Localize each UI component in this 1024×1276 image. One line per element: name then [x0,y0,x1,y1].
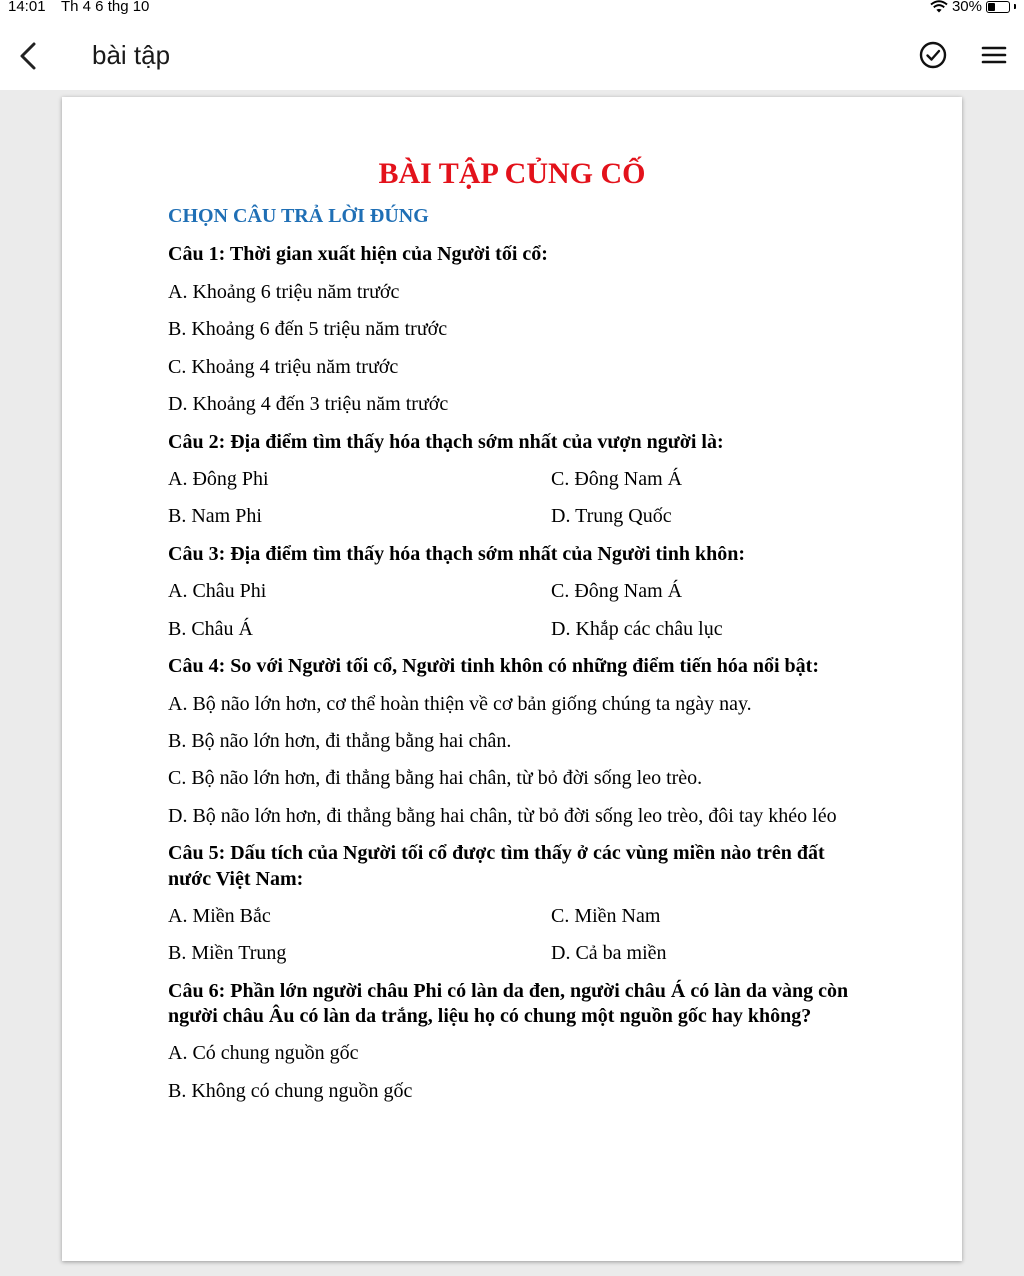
q1-option-a: A. Khoảng 6 triệu năm trước [168,281,400,303]
back-chevron-icon[interactable] [14,36,46,76]
q2-option-b: B. Nam Phi [168,505,262,527]
wifi-icon [930,0,948,13]
question-5-line-1: Câu 5: Dấu tích của Người tối cổ được tìm thấy ở các vùng miền nào trên đất [168,842,825,864]
q5-option-d: D. Cả ba miền [551,942,667,964]
document-title: BÀI TẬP CỦNG CỐ [378,157,646,190]
q1-option-d: D. Khoảng 4 đến 3 triệu năm trước [168,393,449,415]
q4-option-d: D. Bộ não lớn hơn, đi thẳng bằng hai chân, từ bỏ đời sống leo trèo, đôi tay khéo léo [168,805,837,827]
question-1: Câu 1: Thời gian xuất hiện của Người tối cổ: [168,243,548,265]
q2-option-d: D. Trung Quốc [551,505,672,527]
question-3: Câu 3: Địa điểm tìm thấy hóa thạch sớm nhất của Người tinh khôn: [168,543,746,565]
q3-option-b: B. Châu Á [168,618,253,640]
q3-option-d: D. Khắp các châu lục [551,618,723,640]
q1-option-c: C. Khoảng 4 triệu năm trước [168,356,399,378]
battery-icon [986,1,1010,13]
menu-icon[interactable] [980,42,1008,68]
q6-option-a: A. Có chung nguồn gốc [168,1042,359,1064]
question-6-line-1: Câu 6: Phần lớn người châu Phi có làn da đen, người châu Á có làn da vàng còn [168,980,849,1002]
battery-tip [1014,4,1016,9]
question-4: Câu 4: So với Người tối cổ, Người tinh khôn có những điểm tiến hóa nổi bật: [168,655,819,677]
q3-option-c: C. Đông Nam Á [551,580,683,602]
q3-option-a: A. Châu Phi [168,580,267,602]
q4-option-b: B. Bộ não lớn hơn, đi thẳng bằng hai chân. [168,730,512,752]
status-indicators [930,0,1016,14]
q4-option-a: A. Bộ não lớn hơn, cơ thể hoàn thiện về cơ bản giống chúng ta ngày nay. [168,693,752,715]
app-title: bài tập [92,40,171,70]
question-6-line-2: người châu Âu có làn da trắng, liệu họ có chung một nguồn gốc hay không? [168,1005,812,1027]
q5-option-c: C. Miền Nam [551,905,661,927]
document-subtitle: CHỌN CÂU TRẢ LỜI ĐÚNG [168,205,429,227]
q5-option-b: B. Miền Trung [168,942,287,964]
q2-option-c: C. Đông Nam Á [551,468,683,490]
question-5-line-2: nước Việt Nam: [168,868,304,890]
q4-option-c: C. Bộ não lớn hơn, đi thẳng bằng hai chân, từ bỏ đời sống leo trèo. [168,767,703,789]
status-bar [0,0,1024,16]
app-bar [0,16,1024,90]
q1-option-b: B. Khoảng 6 đến 5 triệu năm trước [168,318,448,340]
status-date: Th 4 6 thg 10 [61,0,150,15]
battery-percent: 30% [951,0,982,15]
q6-option-b: B. Không có chung nguồn gốc [168,1080,413,1102]
q2-option-a: A. Đông Phi [168,468,269,490]
document-page[interactable] [62,97,962,1261]
status-time: 14:01 [8,0,46,15]
q5-option-a: A. Miền Bắc [168,905,271,927]
question-2: Câu 2: Địa điểm tìm thấy hóa thạch sớm nhất của vượn người là: [168,431,724,453]
check-circle-icon[interactable] [918,40,948,70]
